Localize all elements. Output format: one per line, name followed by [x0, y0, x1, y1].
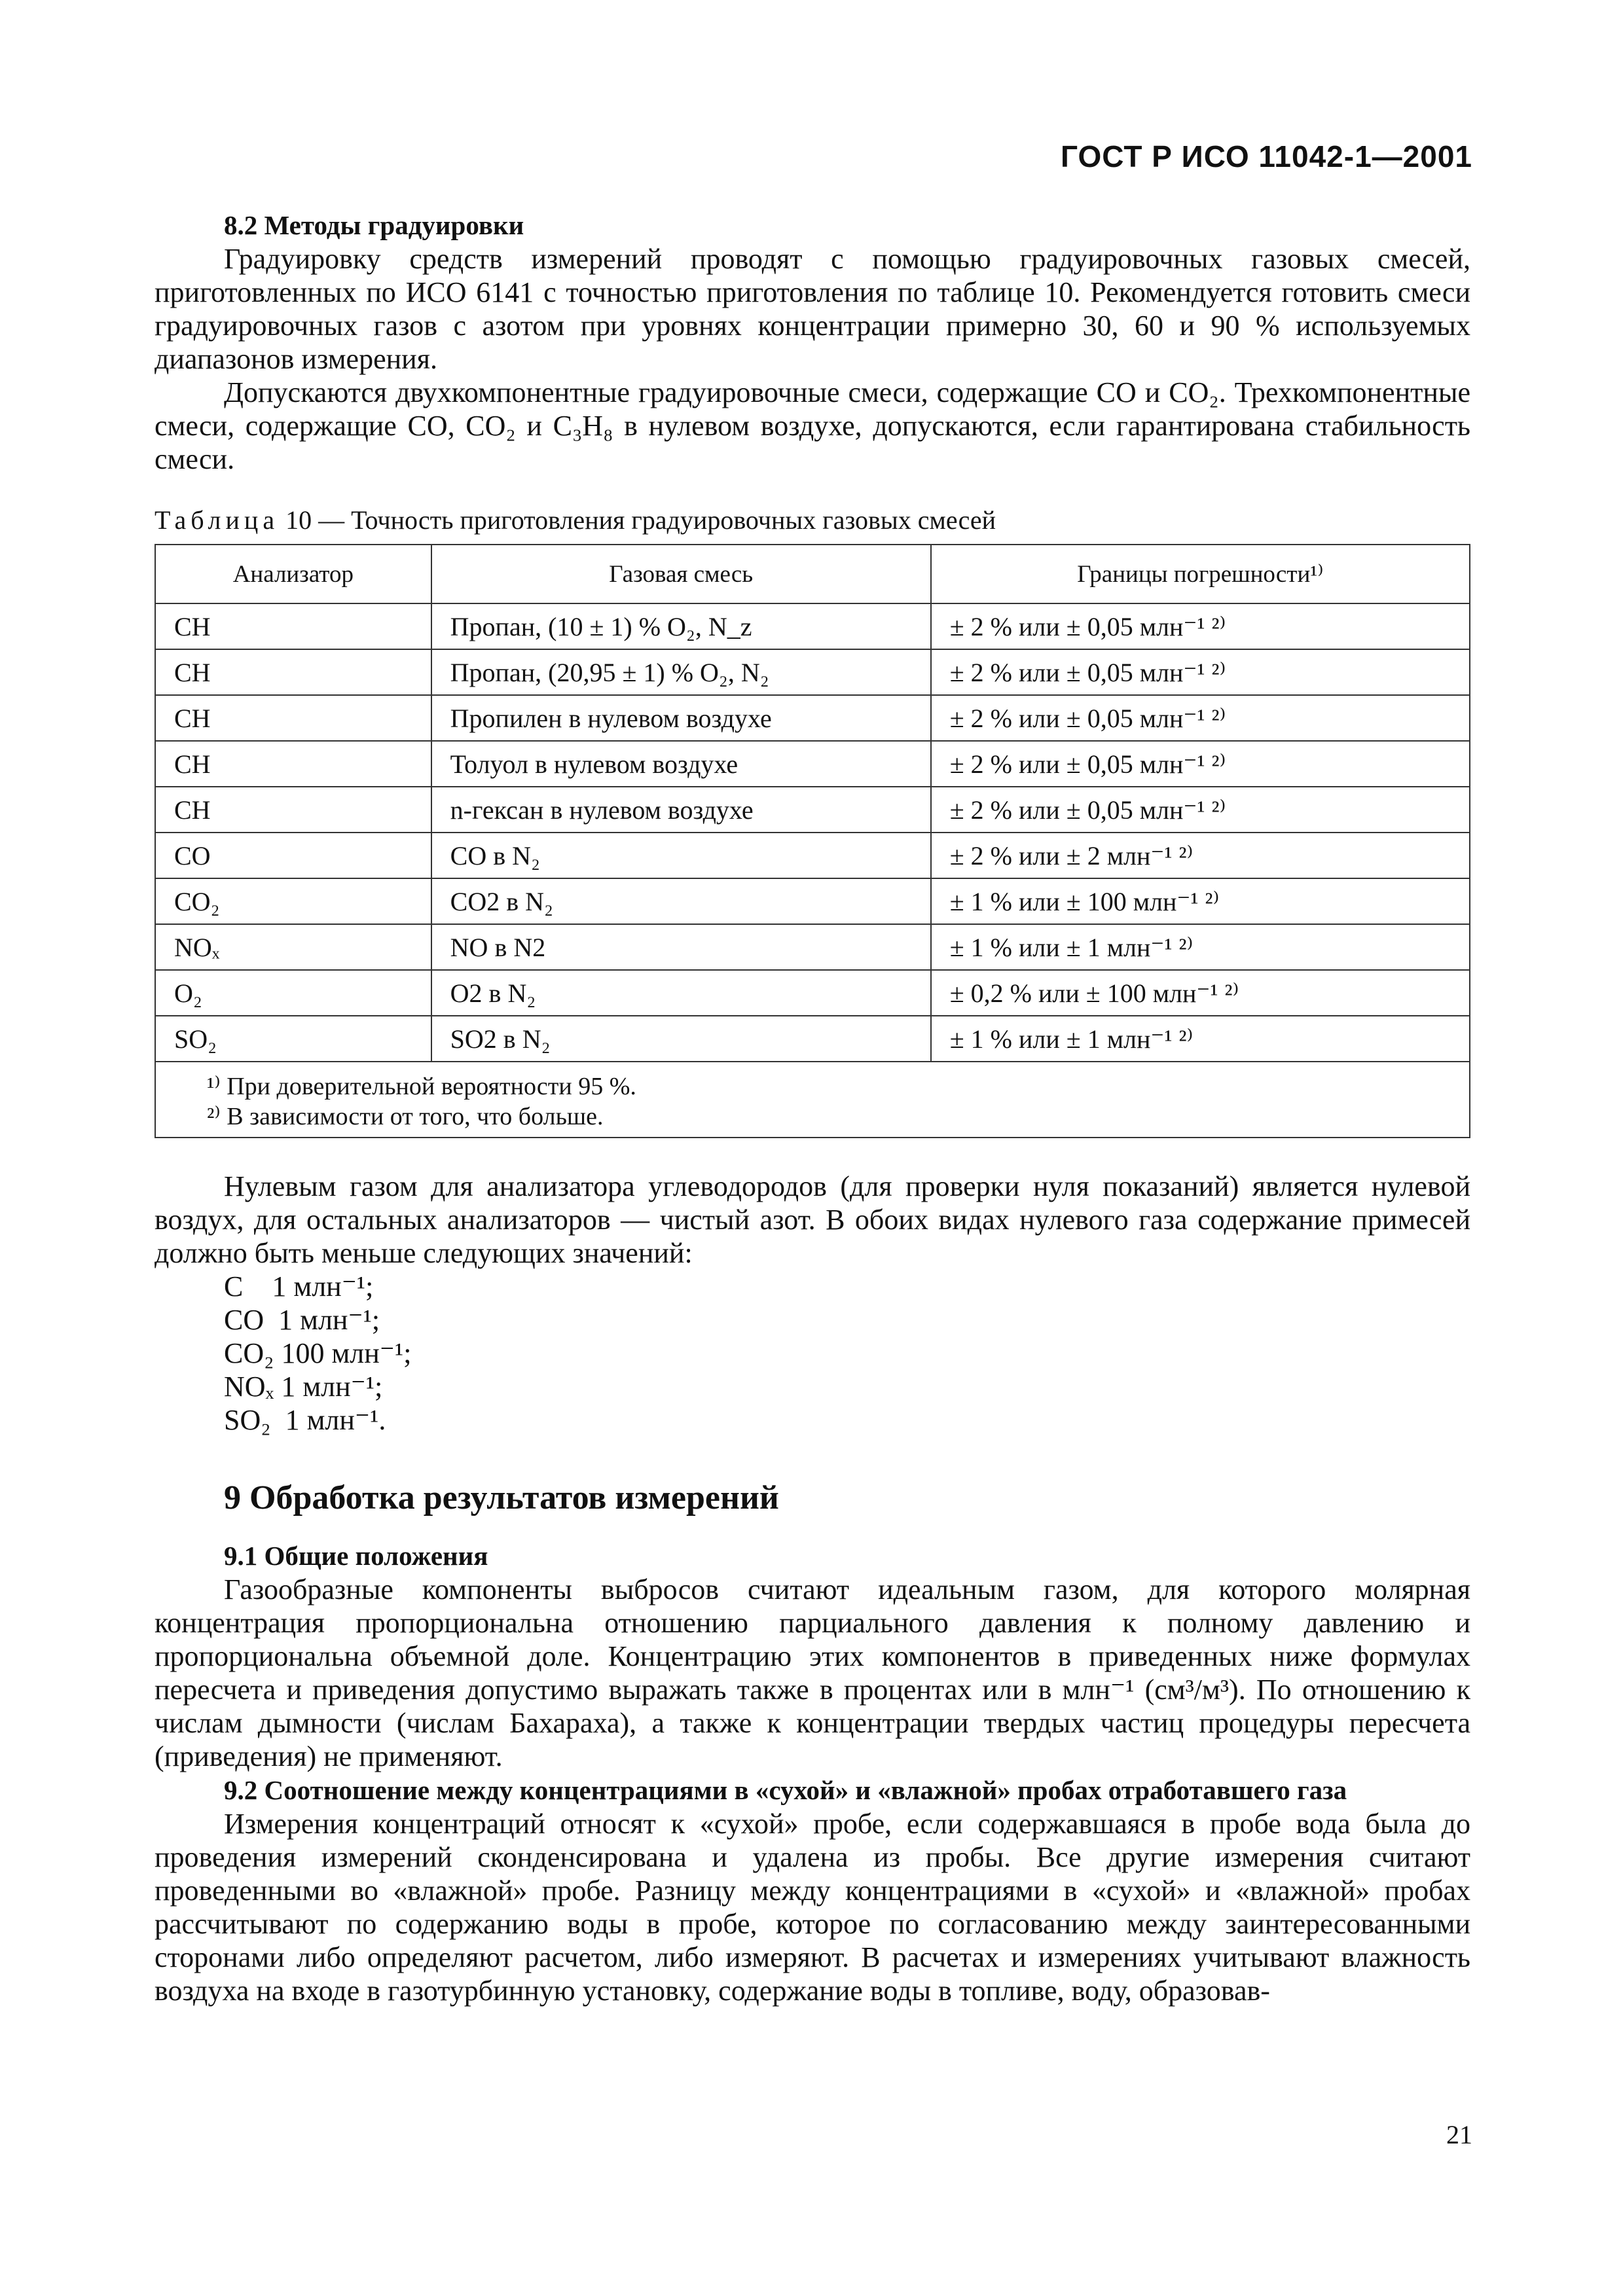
cell-error-limit: ± 1 % или ± 100 млн⁻¹ ²⁾ — [931, 878, 1470, 924]
table-row — [155, 970, 1470, 1016]
impurity-limits-list — [224, 1270, 1470, 1437]
header-gas-mixture: Газовая смесь — [431, 545, 931, 603]
cell-analyzer: CH — [155, 787, 431, 833]
cell-error-limit: ± 2 % или ± 0,05 млн⁻¹ ²⁾ — [931, 787, 1470, 833]
table-caption-text: 10 — Точность приготовления градуировочных газовых смесей — [285, 505, 996, 535]
section-8-2-heading: 8.2 Методы градуировки — [224, 210, 524, 240]
cell-error-limit: ± 2 % или ± 0,05 млн⁻¹ ²⁾ — [931, 603, 1470, 649]
cell-analyzer: CO — [155, 833, 431, 878]
table-row — [155, 787, 1470, 833]
table-row — [155, 603, 1470, 649]
cell-gas-mixture: Толуол в нулевом воздухе — [431, 741, 931, 787]
section-8-2-paragraph-2: Допускаются двухкомпонентные градуировочные смеси, содержащие CO и CO₂. Трехкомпонентные смеси, содержащие CO, CO₂ и C₃H₈ в нулевом воздухе, допускаются, если гарантирована стабильность смеси. — [155, 376, 1470, 475]
cell-gas-mixture: Пропан, (20,95 ± 1) % O₂, N₂ — [431, 649, 931, 695]
list-item: C 1 млн⁻¹; — [224, 1270, 374, 1302]
section-9-title: 9 Обработка результатов измерений — [224, 1479, 779, 1516]
section-9-2-paragraph: Измерения концентраций относят к «сухой» пробе, если содержавшаяся в пробе вода была до проведения измерений сконденсирована и удалена из пробы. Все другие измерения считают проведенными во «влажной» пробе. Разницу между концентрациями в «сухой» и «влажной» пробах рассчитывают по содержанию воды в пробе, которое по согласованию между заинтересованными сторонами либо определяют расчетом, либо измеряют. В расчетах и измерениях учитывают влажность воздуха на входе в газотурбинную установку, содержание воды в топливе, воду, образовав- — [155, 1808, 1470, 2007]
cell-gas-mixture: CO2 в N₂ — [431, 878, 931, 924]
cell-gas-mixture: CO в N₂ — [431, 833, 931, 878]
table-row — [155, 924, 1470, 970]
header-error-limits: Границы погрешности¹⁾ — [931, 545, 1470, 603]
list-item: SO₂ 1 млн⁻¹. — [224, 1404, 386, 1436]
cell-analyzer: NOₓ — [155, 924, 431, 970]
table-row — [155, 878, 1470, 924]
page-number: 21 — [1446, 2120, 1472, 2149]
cell-gas-mixture: Пропан, (10 ± 1) % O₂, N_z — [431, 603, 931, 649]
page-content — [155, 208, 1470, 2007]
table-row — [155, 1016, 1470, 1062]
calibration-gas-table — [155, 544, 1470, 1138]
cell-gas-mixture: NO в N2 — [431, 924, 931, 970]
footnote-2: ²⁾ В зависимости от того, что больше. — [207, 1103, 604, 1130]
cell-analyzer: CH — [155, 649, 431, 695]
cell-analyzer: CH — [155, 741, 431, 787]
cell-gas-mixture: Пропилен в нулевом воздухе — [431, 695, 931, 741]
section-8-2-paragraph-1: Градуировку средств измерений проводят с помощью градуировочных газовых смесей, приготовленных по ИСО 6141 с точностью приготовления по таблице 10. Рекомендуется готовить смеси градуировочных газов с азотом при уровнях концентрации примерно 30, 60 и 90 % используемых диапазонов измерения. — [155, 243, 1470, 375]
table-row — [155, 695, 1470, 741]
cell-analyzer: CH — [155, 603, 431, 649]
table-row — [155, 649, 1470, 695]
cell-gas-mixture: O2 в N₂ — [431, 970, 931, 1016]
zero-gas-paragraph: Нулевым газом для анализатора углеводородов (для проверки нуля показаний) является нулевой воздух, для остальных анализаторов — чистый азот. В обоих видах нулевого газа содержание примесей должно быть меньше следующих значений: — [155, 1170, 1470, 1269]
cell-error-limit: ± 1 % или ± 1 млн⁻¹ ²⁾ — [931, 924, 1470, 970]
list-item: NOₓ 1 млн⁻¹; — [224, 1371, 383, 1403]
cell-error-limit: ± 2 % или ± 2 млн⁻¹ ²⁾ — [931, 833, 1470, 878]
cell-analyzer: CH — [155, 695, 431, 741]
table-10-caption — [155, 505, 1470, 536]
table-header-row — [155, 545, 1470, 603]
table-row — [155, 741, 1470, 787]
cell-gas-mixture: SO2 в N₂ — [431, 1016, 931, 1062]
table-footnotes-row — [155, 1062, 1470, 1138]
list-item: CO 1 млн⁻¹; — [224, 1304, 380, 1336]
cell-analyzer: CO₂ — [155, 878, 431, 924]
section-9-2-heading: 9.2 Соотношение между концентрациями в «сухой» и «влажной» пробах отработавшего газа — [224, 1775, 1347, 1805]
cell-error-limit: ± 2 % или ± 0,05 млн⁻¹ ²⁾ — [931, 741, 1470, 787]
header-analyzer: Анализатор — [155, 545, 431, 603]
standard-designation: ГОСТ Р ИСО 11042-1—2001 — [1061, 139, 1472, 173]
table-caption-label: Таблица — [155, 505, 280, 535]
cell-analyzer: O₂ — [155, 970, 431, 1016]
cell-error-limit: ± 0,2 % или ± 100 млн⁻¹ ²⁾ — [931, 970, 1470, 1016]
section-9-1-heading: 9.1 Общие положения — [224, 1541, 488, 1571]
cell-error-limit: ± 2 % или ± 0,05 млн⁻¹ ²⁾ — [931, 695, 1470, 741]
cell-gas-mixture: n-гексан в нулевом воздухе — [431, 787, 931, 833]
cell-analyzer: SO₂ — [155, 1016, 431, 1062]
table-row — [155, 833, 1470, 878]
footnote-1: ¹⁾ При доверительной вероятности 95 %. — [207, 1073, 636, 1100]
list-item: CO₂ 100 млн⁻¹; — [224, 1337, 412, 1369]
cell-error-limit: ± 2 % или ± 0,05 млн⁻¹ ²⁾ — [931, 649, 1470, 695]
section-9-1-paragraph: Газообразные компоненты выбросов считают идеальным газом, для которого молярная концентрация пропорциональна отношению парциального давления к полному давлению и пропорциональна объемной доле. Концентрацию этих компонентов в приведенных ниже формулах пересчета и приведения допустимо выражать также в процентах или в млн⁻¹ (см³/м³). По отношению к числам дымности (числам Бахараха), а также к концентрации твердых частиц процедуры пересчета (приведения) не применяют. — [155, 1573, 1470, 1772]
cell-error-limit: ± 1 % или ± 1 млн⁻¹ ²⁾ — [931, 1016, 1470, 1062]
zero-gas-block — [155, 1170, 1470, 1437]
table-footnotes — [155, 1062, 1470, 1138]
